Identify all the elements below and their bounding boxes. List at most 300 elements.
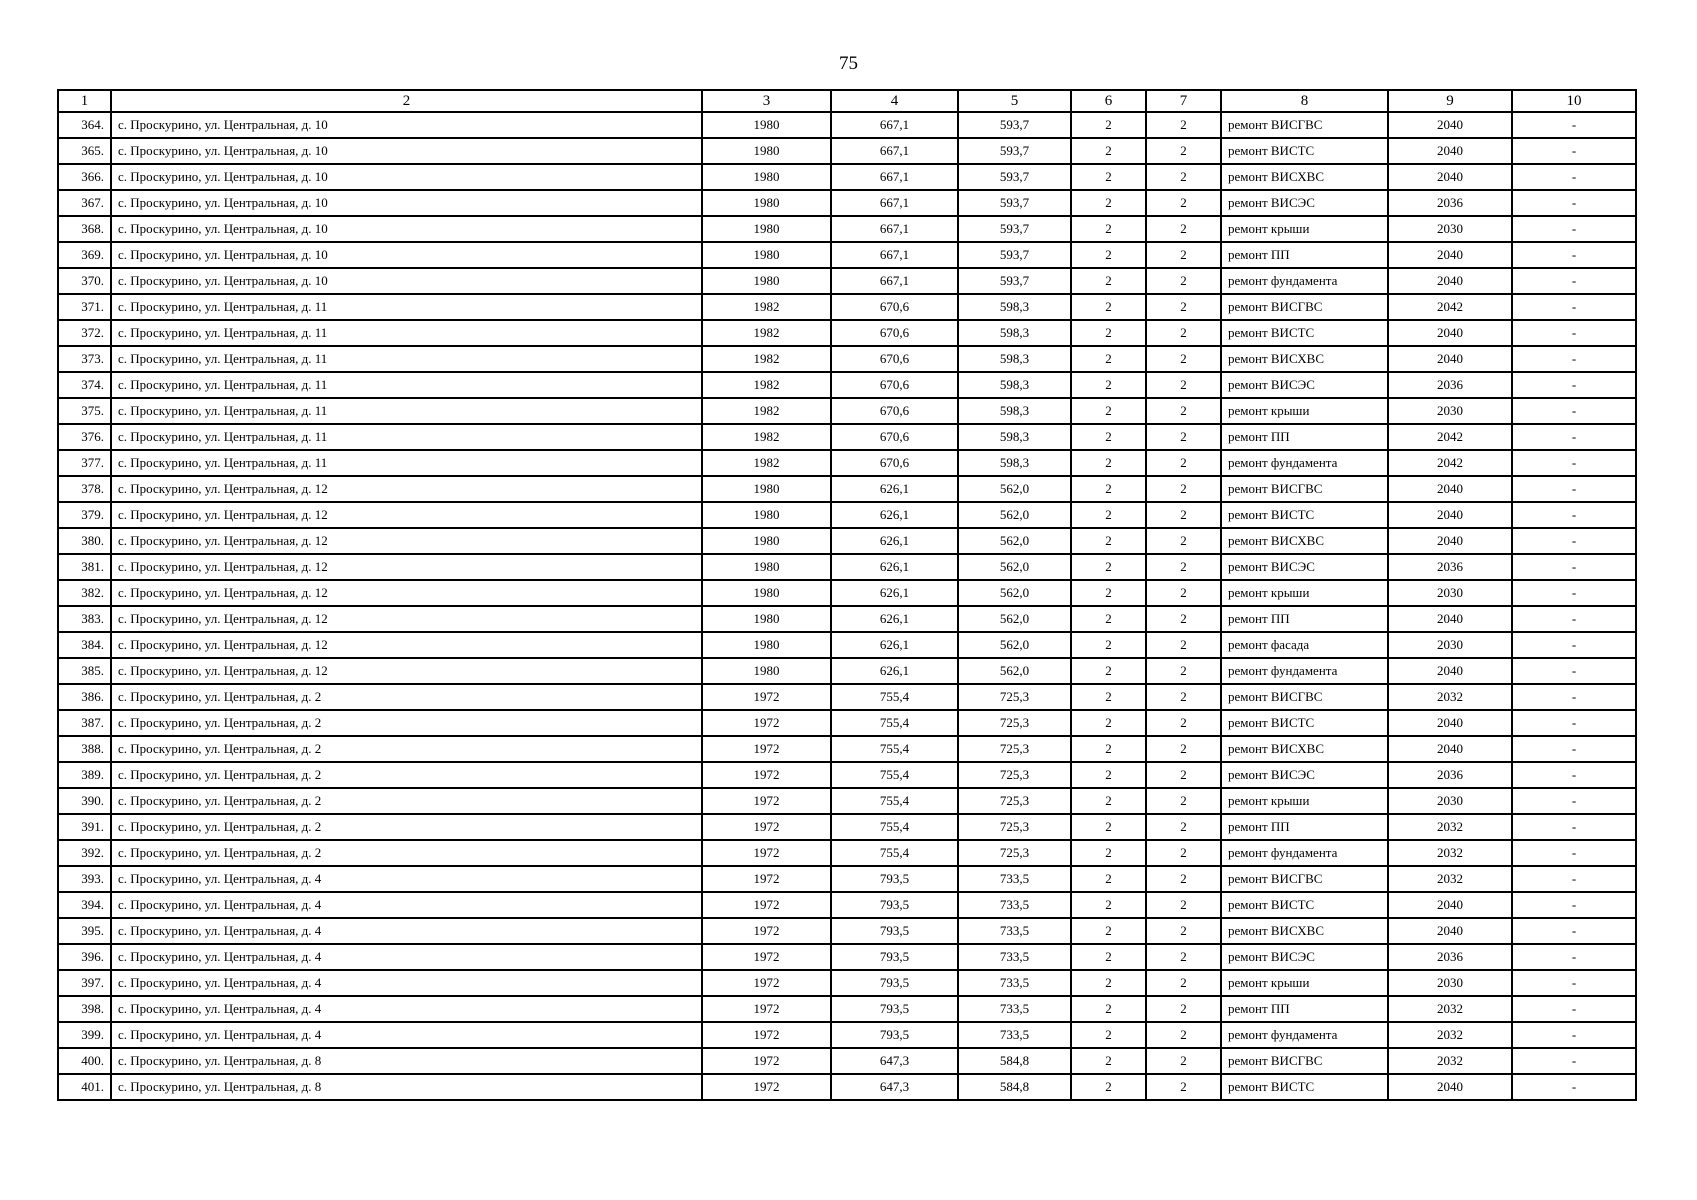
work-type-cell: ремонт крыши xyxy=(1221,970,1388,996)
column-7-cell: 2 xyxy=(1146,424,1221,450)
planned-year-cell: 2032 xyxy=(1388,814,1512,840)
year-cell: 1972 xyxy=(702,840,831,866)
planned-year-cell: 2030 xyxy=(1388,216,1512,242)
column-10-cell: - xyxy=(1512,112,1636,138)
column-5-cell: 725,3 xyxy=(958,788,1071,814)
column-7-cell: 2 xyxy=(1146,970,1221,996)
column-5-cell: 733,5 xyxy=(958,1022,1071,1048)
column-6-cell: 2 xyxy=(1071,502,1146,528)
column-7-cell: 2 xyxy=(1146,658,1221,684)
column-10-cell: - xyxy=(1512,164,1636,190)
row-number-cell: 378. xyxy=(58,476,111,502)
year-cell: 1972 xyxy=(702,1074,831,1100)
column-6-cell: 2 xyxy=(1071,554,1146,580)
address-cell: с. Проскурино, ул. Центральная, д. 2 xyxy=(111,684,702,710)
column-10-cell: - xyxy=(1512,268,1636,294)
column-5-cell: 593,7 xyxy=(958,138,1071,164)
table-row xyxy=(58,216,1636,242)
work-type-cell: ремонт крыши xyxy=(1221,580,1388,606)
work-type-cell: ремонт ВИСХВС xyxy=(1221,736,1388,762)
column-7-cell: 2 xyxy=(1146,216,1221,242)
column-4-cell: 626,1 xyxy=(831,658,958,684)
column-7-cell: 2 xyxy=(1146,632,1221,658)
year-cell: 1980 xyxy=(702,476,831,502)
planned-year-cell: 2040 xyxy=(1388,502,1512,528)
row-number-cell: 367. xyxy=(58,190,111,216)
column-7-cell: 2 xyxy=(1146,242,1221,268)
column-10-cell: - xyxy=(1512,918,1636,944)
column-4-cell: 755,4 xyxy=(831,736,958,762)
column-6-cell: 2 xyxy=(1071,658,1146,684)
column-10-cell: - xyxy=(1512,996,1636,1022)
address-cell: с. Проскурино, ул. Центральная, д. 10 xyxy=(111,268,702,294)
table-row xyxy=(58,944,1636,970)
column-7-cell: 2 xyxy=(1146,996,1221,1022)
column-5-cell: 598,3 xyxy=(958,372,1071,398)
column-10-cell: - xyxy=(1512,684,1636,710)
work-type-cell: ремонт ВИСТС xyxy=(1221,502,1388,528)
row-number-cell: 384. xyxy=(58,632,111,658)
column-4-cell: 793,5 xyxy=(831,944,958,970)
row-number-cell: 390. xyxy=(58,788,111,814)
column-7-cell: 2 xyxy=(1146,528,1221,554)
planned-year-cell: 2032 xyxy=(1388,1048,1512,1074)
column-4-cell: 647,3 xyxy=(831,1074,958,1100)
year-cell: 1980 xyxy=(702,164,831,190)
column-4-cell: 755,4 xyxy=(831,788,958,814)
column-4-cell: 755,4 xyxy=(831,814,958,840)
column-5-cell: 598,3 xyxy=(958,346,1071,372)
column-4-cell: 667,1 xyxy=(831,112,958,138)
column-6-cell: 2 xyxy=(1071,996,1146,1022)
planned-year-cell: 2040 xyxy=(1388,1074,1512,1100)
header-row xyxy=(58,90,1636,112)
column-4-cell: 755,4 xyxy=(831,762,958,788)
column-5-cell: 593,7 xyxy=(958,112,1071,138)
work-type-cell: ремонт ПП xyxy=(1221,606,1388,632)
column-header: 2 xyxy=(111,90,702,112)
planned-year-cell: 2040 xyxy=(1388,242,1512,268)
work-type-cell: ремонт ВИСЭС xyxy=(1221,762,1388,788)
planned-year-cell: 2040 xyxy=(1388,268,1512,294)
planned-year-cell: 2040 xyxy=(1388,528,1512,554)
row-number-cell: 382. xyxy=(58,580,111,606)
row-number-cell: 388. xyxy=(58,736,111,762)
table-row xyxy=(58,892,1636,918)
planned-year-cell: 2036 xyxy=(1388,944,1512,970)
column-4-cell: 670,6 xyxy=(831,398,958,424)
planned-year-cell: 2040 xyxy=(1388,710,1512,736)
planned-year-cell: 2036 xyxy=(1388,372,1512,398)
column-5-cell: 725,3 xyxy=(958,762,1071,788)
row-number-cell: 375. xyxy=(58,398,111,424)
column-5-cell: 584,8 xyxy=(958,1074,1071,1100)
table-row xyxy=(58,320,1636,346)
column-10-cell: - xyxy=(1512,814,1636,840)
address-cell: с. Проскурино, ул. Центральная, д. 11 xyxy=(111,346,702,372)
column-6-cell: 2 xyxy=(1071,710,1146,736)
column-5-cell: 598,3 xyxy=(958,450,1071,476)
column-4-cell: 755,4 xyxy=(831,840,958,866)
planned-year-cell: 2032 xyxy=(1388,684,1512,710)
address-cell: с. Проскурино, ул. Центральная, д. 12 xyxy=(111,502,702,528)
work-type-cell: ремонт ВИСХВС xyxy=(1221,918,1388,944)
address-cell: с. Проскурино, ул. Центральная, д. 4 xyxy=(111,944,702,970)
table-row xyxy=(58,1022,1636,1048)
planned-year-cell: 2030 xyxy=(1388,788,1512,814)
address-cell: с. Проскурино, ул. Центральная, д. 10 xyxy=(111,242,702,268)
year-cell: 1972 xyxy=(702,1022,831,1048)
column-6-cell: 2 xyxy=(1071,814,1146,840)
column-header: 7 xyxy=(1146,90,1221,112)
column-4-cell: 793,5 xyxy=(831,970,958,996)
address-cell: с. Проскурино, ул. Центральная, д. 8 xyxy=(111,1074,702,1100)
row-number-cell: 371. xyxy=(58,294,111,320)
column-6-cell: 2 xyxy=(1071,372,1146,398)
year-cell: 1982 xyxy=(702,294,831,320)
work-type-cell: ремонт ВИСГВС xyxy=(1221,684,1388,710)
column-7-cell: 2 xyxy=(1146,606,1221,632)
year-cell: 1972 xyxy=(702,710,831,736)
row-number-cell: 394. xyxy=(58,892,111,918)
column-4-cell: 667,1 xyxy=(831,164,958,190)
address-cell: с. Проскурино, ул. Центральная, д. 8 xyxy=(111,1048,702,1074)
column-7-cell: 2 xyxy=(1146,398,1221,424)
work-type-cell: ремонт крыши xyxy=(1221,788,1388,814)
column-4-cell: 667,1 xyxy=(831,242,958,268)
column-7-cell: 2 xyxy=(1146,346,1221,372)
column-4-cell: 626,1 xyxy=(831,632,958,658)
address-cell: с. Проскурино, ул. Центральная, д. 11 xyxy=(111,398,702,424)
row-number-cell: 365. xyxy=(58,138,111,164)
planned-year-cell: 2040 xyxy=(1388,918,1512,944)
work-type-cell: ремонт ПП xyxy=(1221,814,1388,840)
column-7-cell: 2 xyxy=(1146,944,1221,970)
column-6-cell: 2 xyxy=(1071,606,1146,632)
column-10-cell: - xyxy=(1512,736,1636,762)
year-cell: 1980 xyxy=(702,138,831,164)
column-5-cell: 562,0 xyxy=(958,554,1071,580)
table-row xyxy=(58,1048,1636,1074)
work-type-cell: ремонт ВИСЭС xyxy=(1221,372,1388,398)
column-6-cell: 2 xyxy=(1071,762,1146,788)
year-cell: 1972 xyxy=(702,892,831,918)
column-4-cell: 626,1 xyxy=(831,580,958,606)
work-type-cell: ремонт ВИСХВС xyxy=(1221,164,1388,190)
column-7-cell: 2 xyxy=(1146,684,1221,710)
column-7-cell: 2 xyxy=(1146,840,1221,866)
column-10-cell: - xyxy=(1512,346,1636,372)
row-number-cell: 383. xyxy=(58,606,111,632)
column-5-cell: 598,3 xyxy=(958,294,1071,320)
column-10-cell: - xyxy=(1512,944,1636,970)
work-type-cell: ремонт ВИСГВС xyxy=(1221,112,1388,138)
column-5-cell: 562,0 xyxy=(958,528,1071,554)
work-type-cell: ремонт фундамента xyxy=(1221,840,1388,866)
planned-year-cell: 2030 xyxy=(1388,970,1512,996)
column-7-cell: 2 xyxy=(1146,1074,1221,1100)
column-6-cell: 2 xyxy=(1071,294,1146,320)
row-number-cell: 374. xyxy=(58,372,111,398)
column-5-cell: 725,3 xyxy=(958,710,1071,736)
column-10-cell: - xyxy=(1512,372,1636,398)
year-cell: 1980 xyxy=(702,554,831,580)
table-row xyxy=(58,840,1636,866)
address-cell: с. Проскурино, ул. Центральная, д. 11 xyxy=(111,320,702,346)
table-row xyxy=(58,164,1636,190)
column-4-cell: 647,3 xyxy=(831,1048,958,1074)
column-4-cell: 793,5 xyxy=(831,996,958,1022)
planned-year-cell: 2036 xyxy=(1388,762,1512,788)
table-row xyxy=(58,762,1636,788)
row-number-cell: 380. xyxy=(58,528,111,554)
column-6-cell: 2 xyxy=(1071,476,1146,502)
row-number-cell: 381. xyxy=(58,554,111,580)
row-number-cell: 379. xyxy=(58,502,111,528)
column-5-cell: 593,7 xyxy=(958,242,1071,268)
column-header: 1 xyxy=(58,90,111,112)
column-header: 9 xyxy=(1388,90,1512,112)
row-number-cell: 377. xyxy=(58,450,111,476)
address-cell: с. Проскурино, ул. Центральная, д. 11 xyxy=(111,294,702,320)
planned-year-cell: 2040 xyxy=(1388,476,1512,502)
column-10-cell: - xyxy=(1512,138,1636,164)
table-row xyxy=(58,580,1636,606)
address-cell: с. Проскурино, ул. Центральная, д. 11 xyxy=(111,424,702,450)
column-10-cell: - xyxy=(1512,294,1636,320)
table-body xyxy=(58,112,1636,1100)
year-cell: 1982 xyxy=(702,450,831,476)
column-6-cell: 2 xyxy=(1071,736,1146,762)
year-cell: 1972 xyxy=(702,918,831,944)
table-row xyxy=(58,398,1636,424)
column-4-cell: 793,5 xyxy=(831,866,958,892)
column-4-cell: 793,5 xyxy=(831,1022,958,1048)
column-header: 6 xyxy=(1071,90,1146,112)
year-cell: 1972 xyxy=(702,866,831,892)
column-6-cell: 2 xyxy=(1071,580,1146,606)
column-header: 3 xyxy=(702,90,831,112)
column-6-cell: 2 xyxy=(1071,112,1146,138)
column-10-cell: - xyxy=(1512,658,1636,684)
column-5-cell: 598,3 xyxy=(958,398,1071,424)
address-cell: с. Проскурино, ул. Центральная, д. 10 xyxy=(111,216,702,242)
work-type-cell: ремонт ВИСГВС xyxy=(1221,1048,1388,1074)
year-cell: 1982 xyxy=(702,320,831,346)
address-cell: с. Проскурино, ул. Центральная, д. 12 xyxy=(111,632,702,658)
row-number-cell: 364. xyxy=(58,112,111,138)
work-type-cell: ремонт ПП xyxy=(1221,996,1388,1022)
planned-year-cell: 2030 xyxy=(1388,398,1512,424)
column-7-cell: 2 xyxy=(1146,918,1221,944)
row-number-cell: 391. xyxy=(58,814,111,840)
row-number-cell: 385. xyxy=(58,658,111,684)
column-10-cell: - xyxy=(1512,476,1636,502)
column-6-cell: 2 xyxy=(1071,1048,1146,1074)
column-6-cell: 2 xyxy=(1071,138,1146,164)
year-cell: 1980 xyxy=(702,242,831,268)
column-10-cell: - xyxy=(1512,1048,1636,1074)
column-5-cell: 733,5 xyxy=(958,866,1071,892)
address-cell: с. Проскурино, ул. Центральная, д. 11 xyxy=(111,450,702,476)
address-cell: с. Проскурино, ул. Центральная, д. 2 xyxy=(111,814,702,840)
column-7-cell: 2 xyxy=(1146,762,1221,788)
column-4-cell: 670,6 xyxy=(831,450,958,476)
table-row xyxy=(58,866,1636,892)
column-7-cell: 2 xyxy=(1146,502,1221,528)
column-5-cell: 725,3 xyxy=(958,736,1071,762)
column-7-cell: 2 xyxy=(1146,866,1221,892)
column-10-cell: - xyxy=(1512,190,1636,216)
column-5-cell: 562,0 xyxy=(958,606,1071,632)
planned-year-cell: 2040 xyxy=(1388,736,1512,762)
work-type-cell: ремонт фасада xyxy=(1221,632,1388,658)
column-4-cell: 667,1 xyxy=(831,268,958,294)
row-number-cell: 389. xyxy=(58,762,111,788)
table-row xyxy=(58,788,1636,814)
column-5-cell: 725,3 xyxy=(958,814,1071,840)
column-7-cell: 2 xyxy=(1146,450,1221,476)
column-6-cell: 2 xyxy=(1071,242,1146,268)
planned-year-cell: 2040 xyxy=(1388,658,1512,684)
column-10-cell: - xyxy=(1512,320,1636,346)
column-4-cell: 670,6 xyxy=(831,320,958,346)
table-row xyxy=(58,658,1636,684)
column-10-cell: - xyxy=(1512,632,1636,658)
year-cell: 1980 xyxy=(702,580,831,606)
row-number-cell: 366. xyxy=(58,164,111,190)
planned-year-cell: 2040 xyxy=(1388,138,1512,164)
work-type-cell: ремонт ПП xyxy=(1221,242,1388,268)
row-number-cell: 370. xyxy=(58,268,111,294)
planned-year-cell: 2040 xyxy=(1388,606,1512,632)
column-6-cell: 2 xyxy=(1071,840,1146,866)
column-6-cell: 2 xyxy=(1071,632,1146,658)
row-number-cell: 372. xyxy=(58,320,111,346)
planned-year-cell: 2040 xyxy=(1388,112,1512,138)
column-6-cell: 2 xyxy=(1071,970,1146,996)
column-5-cell: 593,7 xyxy=(958,164,1071,190)
year-cell: 1972 xyxy=(702,1048,831,1074)
table-row xyxy=(58,346,1636,372)
column-10-cell: - xyxy=(1512,866,1636,892)
table-row xyxy=(58,112,1636,138)
planned-year-cell: 2040 xyxy=(1388,346,1512,372)
column-5-cell: 598,3 xyxy=(958,320,1071,346)
column-10-cell: - xyxy=(1512,840,1636,866)
planned-year-cell: 2036 xyxy=(1388,190,1512,216)
table-row xyxy=(58,502,1636,528)
table-row xyxy=(58,606,1636,632)
table-row xyxy=(58,372,1636,398)
column-10-cell: - xyxy=(1512,1022,1636,1048)
table-row xyxy=(58,294,1636,320)
address-cell: с. Проскурино, ул. Центральная, д. 4 xyxy=(111,892,702,918)
table-row xyxy=(58,918,1636,944)
year-cell: 1972 xyxy=(702,788,831,814)
work-type-cell: ремонт ВИСТС xyxy=(1221,710,1388,736)
year-cell: 1980 xyxy=(702,216,831,242)
address-cell: с. Проскурино, ул. Центральная, д. 10 xyxy=(111,164,702,190)
column-4-cell: 670,6 xyxy=(831,294,958,320)
work-type-cell: ремонт ВИСТС xyxy=(1221,892,1388,918)
row-number-cell: 387. xyxy=(58,710,111,736)
column-7-cell: 2 xyxy=(1146,320,1221,346)
year-cell: 1982 xyxy=(702,346,831,372)
planned-year-cell: 2032 xyxy=(1388,840,1512,866)
column-10-cell: - xyxy=(1512,606,1636,632)
column-4-cell: 626,1 xyxy=(831,606,958,632)
year-cell: 1972 xyxy=(702,736,831,762)
planned-year-cell: 2032 xyxy=(1388,996,1512,1022)
column-6-cell: 2 xyxy=(1071,268,1146,294)
column-5-cell: 733,5 xyxy=(958,996,1071,1022)
planned-year-cell: 2032 xyxy=(1388,1022,1512,1048)
column-7-cell: 2 xyxy=(1146,710,1221,736)
column-10-cell: - xyxy=(1512,528,1636,554)
address-cell: с. Проскурино, ул. Центральная, д. 11 xyxy=(111,372,702,398)
column-6-cell: 2 xyxy=(1071,320,1146,346)
row-number-cell: 368. xyxy=(58,216,111,242)
column-7-cell: 2 xyxy=(1146,892,1221,918)
column-7-cell: 2 xyxy=(1146,138,1221,164)
work-type-cell: ремонт ВИСГВС xyxy=(1221,476,1388,502)
column-header: 5 xyxy=(958,90,1071,112)
address-cell: с. Проскурино, ул. Центральная, д. 12 xyxy=(111,658,702,684)
column-7-cell: 2 xyxy=(1146,164,1221,190)
column-7-cell: 2 xyxy=(1146,1048,1221,1074)
address-cell: с. Проскурино, ул. Центральная, д. 2 xyxy=(111,736,702,762)
column-4-cell: 667,1 xyxy=(831,190,958,216)
address-cell: с. Проскурино, ул. Центральная, д. 10 xyxy=(111,190,702,216)
column-10-cell: - xyxy=(1512,216,1636,242)
column-5-cell: 733,5 xyxy=(958,892,1071,918)
work-type-cell: ремонт ВИСХВС xyxy=(1221,346,1388,372)
column-6-cell: 2 xyxy=(1071,684,1146,710)
address-cell: с. Проскурино, ул. Центральная, д. 12 xyxy=(111,606,702,632)
year-cell: 1980 xyxy=(702,528,831,554)
planned-year-cell: 2040 xyxy=(1388,320,1512,346)
column-5-cell: 725,3 xyxy=(958,684,1071,710)
column-10-cell: - xyxy=(1512,398,1636,424)
table-row xyxy=(58,242,1636,268)
column-6-cell: 2 xyxy=(1071,1022,1146,1048)
address-cell: с. Проскурино, ул. Центральная, д. 4 xyxy=(111,970,702,996)
address-cell: с. Проскурино, ул. Центральная, д. 4 xyxy=(111,996,702,1022)
column-10-cell: - xyxy=(1512,1074,1636,1100)
year-cell: 1972 xyxy=(702,970,831,996)
column-7-cell: 2 xyxy=(1146,1022,1221,1048)
row-number-cell: 397. xyxy=(58,970,111,996)
address-cell: с. Проскурино, ул. Центральная, д. 2 xyxy=(111,710,702,736)
year-cell: 1972 xyxy=(702,944,831,970)
column-7-cell: 2 xyxy=(1146,580,1221,606)
column-7-cell: 2 xyxy=(1146,814,1221,840)
table-row xyxy=(58,190,1636,216)
row-number-cell: 395. xyxy=(58,918,111,944)
column-10-cell: - xyxy=(1512,554,1636,580)
table-row xyxy=(58,424,1636,450)
column-5-cell: 725,3 xyxy=(958,840,1071,866)
column-6-cell: 2 xyxy=(1071,190,1146,216)
column-10-cell: - xyxy=(1512,788,1636,814)
table-row xyxy=(58,970,1636,996)
column-10-cell: - xyxy=(1512,892,1636,918)
table-row xyxy=(58,684,1636,710)
address-cell: с. Проскурино, ул. Центральная, д. 2 xyxy=(111,762,702,788)
year-cell: 1980 xyxy=(702,112,831,138)
column-10-cell: - xyxy=(1512,450,1636,476)
